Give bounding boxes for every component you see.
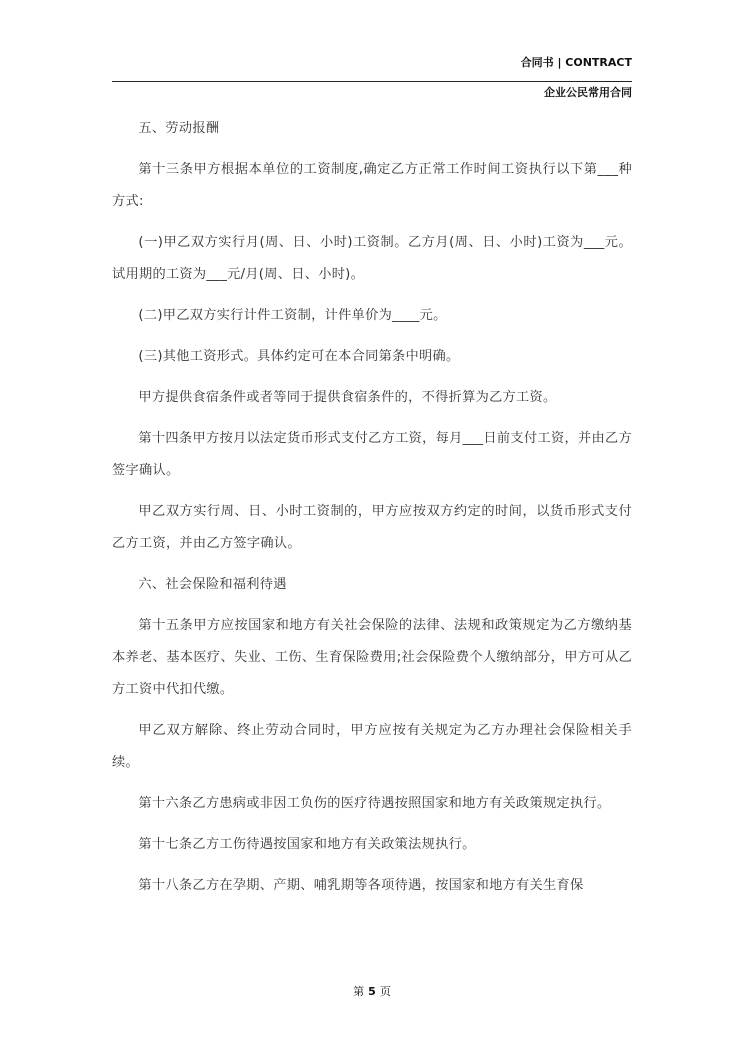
lodging-clause: 甲方提供食宿条件或者等同于提供食宿条件的，不得折算为乙方工资。 [138, 390, 557, 405]
section-heading-labor-pay: 五、劳动报酬 [138, 121, 220, 136]
article-15-termination-clause: 甲乙双方解除、终止劳动合同时，甲方应按有关规定为乙方办理社会保险相关手续。 [112, 723, 632, 770]
section-heading-social-insurance: 六、社会保险和福利待遇 [138, 577, 287, 592]
header-title: 合同书 | CONTRACT [520, 56, 632, 69]
page-prefix: 第 [353, 985, 365, 998]
page-number-value: 5 [368, 985, 376, 998]
article-13: 第十三条甲方根据本单位的工资制度,确定乙方正常工作时间工资执行以下第___种方式: [112, 162, 632, 209]
page-number [0, 983, 744, 999]
header-subtitle: 企业公民常用合同 [544, 86, 632, 99]
article-13-option-1: (一)甲乙双方实行月(周、日、小时)工资制。乙方月(周、日、小时)工资为___元。试用期的工资为___元/月(周、日、小时)。 [112, 235, 632, 282]
article-17: 第十七条乙方工伤待遇按国家和地方有关政策法规执行。 [138, 837, 476, 852]
header-divider [112, 81, 632, 82]
document-body [112, 113, 632, 911]
article-16: 第十六条乙方患病或非因工负伤的医疗待遇按照国家和地方有关政策规定执行。 [138, 796, 611, 811]
article-13-option-3: (三)其他工资形式。具体约定可在本合同第条中明确。 [138, 349, 460, 364]
article-14: 第十四条甲方按月以法定货币形式支付乙方工资，每月___日前支付工资，并由乙方签字确认。 [112, 431, 632, 478]
article-15: 第十五条甲方应按国家和地方有关社会保险的法律、法规和政策规定为乙方缴纳基本养老、基本医疗、失业、工伤、生育保险费用;社会保险费个人缴纳部分，甲方可从乙方工资中代扣代缴。 [112, 618, 632, 697]
page-suffix: 页 [379, 985, 391, 998]
article-18: 第十八条乙方在孕期、产期、哺乳期等各项待遇，按国家和地方有关生育保 [138, 878, 584, 893]
article-13-option-2: (二)甲乙双方实行计件工资制，计件单价为____元。 [138, 308, 447, 323]
article-14-hourly-clause: 甲乙双方实行周、日、小时工资制的，甲方应按双方约定的时间，以货币形式支付乙方工资，并由乙方签字确认。 [112, 504, 632, 551]
